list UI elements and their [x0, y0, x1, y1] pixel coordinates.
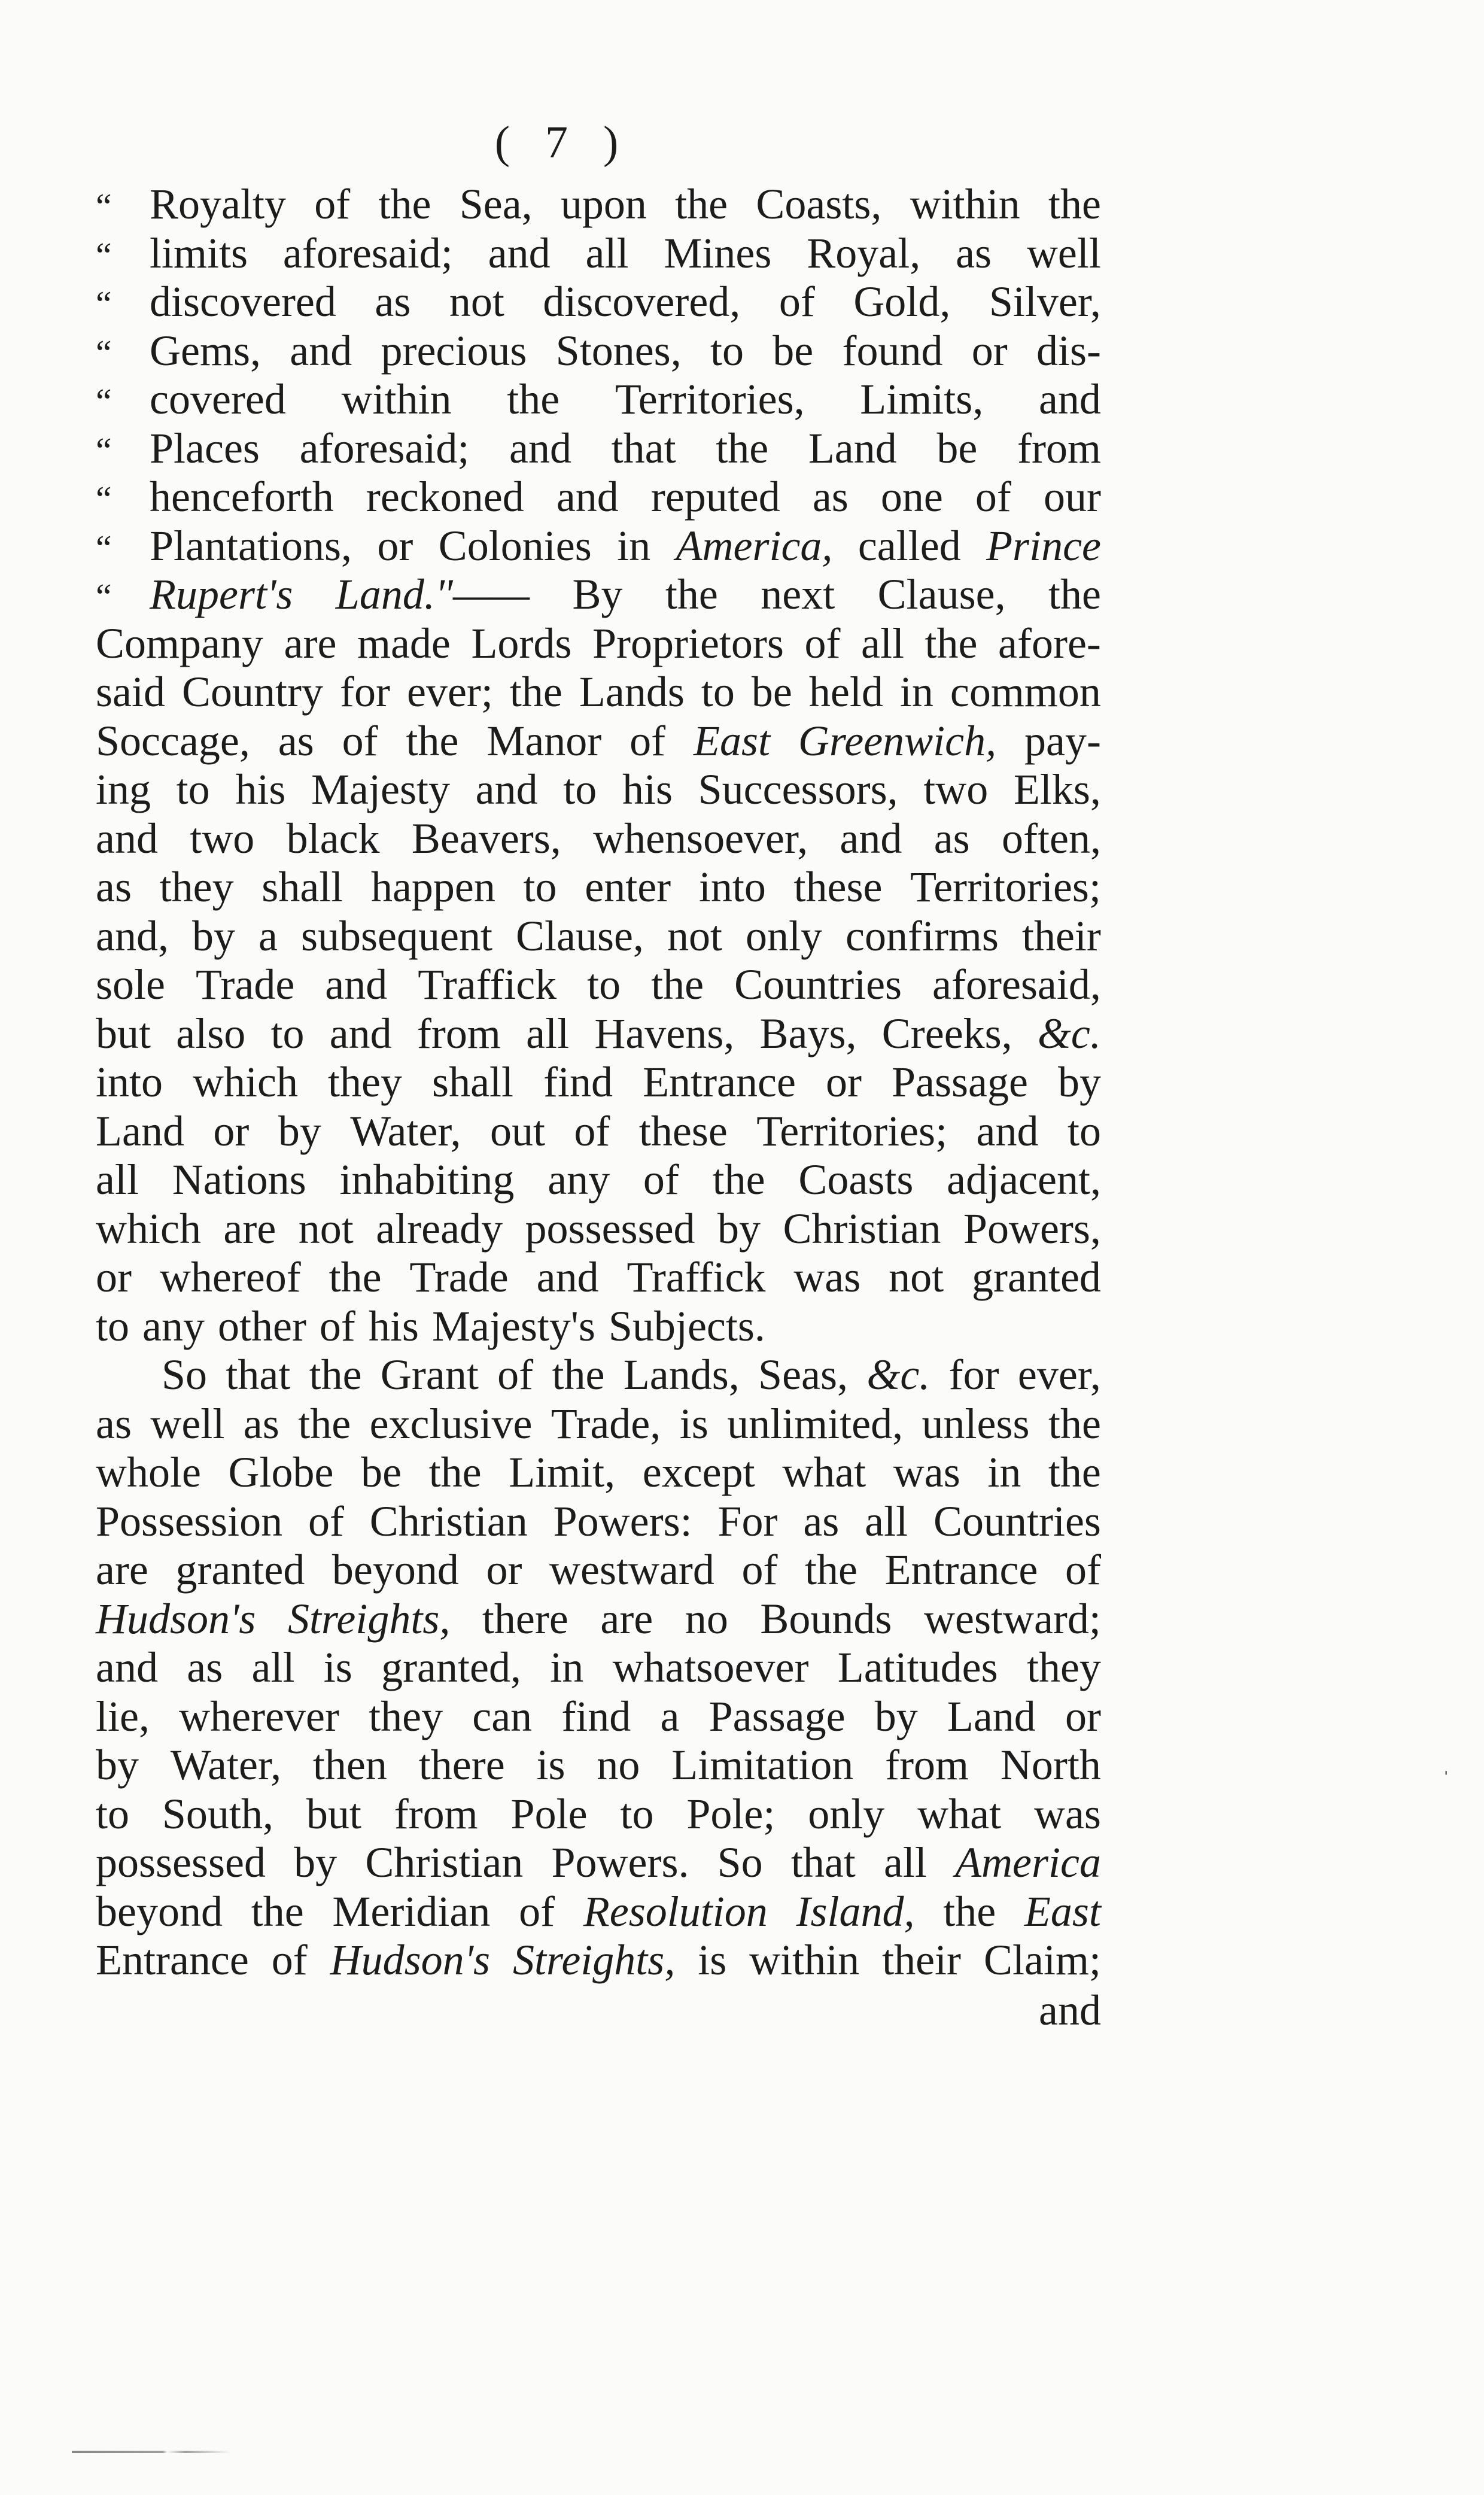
text-line [96, 570, 1101, 619]
text-line [96, 1009, 1101, 1058]
line-text: which are not already possessed by Christian Powers, [96, 1204, 1101, 1253]
line-text: beyond the Meridian of Resolution Island, the East [96, 1887, 1101, 1935]
text-line [96, 229, 1101, 278]
line-text: all Nations inhabiting any of the Coasts adjacent, [96, 1156, 1101, 1204]
text-line [96, 1887, 1101, 1936]
line-text: limits aforesaid; and all Mines Royal, as well [150, 229, 1101, 277]
text-line [96, 1838, 1101, 1887]
text-line [96, 960, 1101, 1009]
catchword [96, 1986, 1101, 2035]
line-text: Plantations, or Colonies in America, called Prince [150, 521, 1101, 570]
text-line [96, 1545, 1101, 1594]
text-line [96, 1253, 1101, 1302]
text-line [96, 1497, 1101, 1546]
line-text: Rupert's Land."—— By the next Clause, the [150, 570, 1101, 618]
text-line [96, 1594, 1101, 1643]
page-number: ( 7 ) [494, 117, 631, 168]
line-text: Royalty of the Sea, upon the Coasts, within the [150, 180, 1101, 228]
text-line [96, 1399, 1101, 1448]
line-text: are granted beyond or westward of the Entrance of [96, 1546, 1101, 1594]
text-line [96, 375, 1101, 424]
text-line [96, 1692, 1101, 1741]
line-text: sole Trade and Traffick to the Countries aforesaid, [96, 961, 1101, 1008]
body-text [96, 180, 1101, 1985]
text-line [96, 716, 1101, 765]
text-line [96, 1789, 1101, 1838]
line-text: as they shall happen to enter into these Territories; [96, 863, 1101, 911]
catchword-text: and [1039, 1986, 1101, 2034]
text-line [96, 1155, 1101, 1204]
line-text: ing to his Majesty and to his Successors, two Elks, [96, 765, 1101, 813]
line-text: Hudson's Streights, there are no Bounds westward; [96, 1594, 1101, 1643]
line-text: as well as the exclusive Trade, is unlimited, unless the [96, 1399, 1101, 1448]
line-text: or whereof the Trade and Traffick was not granted [96, 1253, 1101, 1301]
line-text: said Country for ever; the Lands to be held in common [96, 668, 1101, 716]
quote-mark: “ [96, 577, 112, 616]
text-line [96, 765, 1101, 814]
quote-mark: “ [96, 479, 112, 519]
quote-mark: “ [96, 430, 112, 470]
line-text: Possession of Christian Powers: For as all Countries [96, 1497, 1101, 1545]
line-text: Company are made Lords Proprietors of all the afore- [96, 619, 1101, 667]
quote-mark: “ [96, 333, 112, 373]
line-text: and, by a subsequent Clause, not only confirms their [96, 911, 1101, 960]
text-line [96, 1643, 1101, 1692]
line-text: possessed by Christian Powers. So that all America [96, 1838, 1101, 1886]
line-text: Entrance of Hudson's Streights, is within their Claim; [96, 1936, 1101, 1984]
text-line [96, 472, 1101, 521]
line-text: Gems, and precious Stones, to be found or dis- [150, 326, 1101, 375]
line-text: Places aforesaid; and that the Land be from [150, 424, 1101, 472]
text-line [96, 667, 1101, 716]
text-line [96, 1302, 1101, 1351]
text-line [96, 1057, 1101, 1107]
text-line [96, 1204, 1101, 1253]
line-text: into which they shall find Entrance or Passage by [96, 1058, 1101, 1106]
line-text: to South, but from Pole to Pole; only what was [96, 1789, 1101, 1838]
text-line [96, 1935, 1101, 1985]
text-line [96, 277, 1101, 326]
quote-mark: “ [96, 235, 112, 275]
text-line [96, 862, 1101, 911]
line-text: henceforth reckoned and reputed as one of our [150, 473, 1101, 521]
line-text: lie, wherever they can find a Passage by Land or [96, 1692, 1101, 1740]
quote-mark: “ [96, 528, 112, 568]
line-text: So that the Grant of the Lands, Seas, &c. for ever, [162, 1351, 1101, 1399]
line-text: whole Globe be the Limit, except what was in the [96, 1448, 1101, 1496]
page-edge-mark [72, 2451, 299, 2453]
text-line [96, 326, 1101, 375]
line-text: to any other of his Majesty's Subjects. [96, 1302, 765, 1350]
quote-mark: “ [96, 284, 112, 324]
text-line [96, 1350, 1101, 1399]
line-text: and as all is granted, in whatsoever Latitudes they [96, 1643, 1101, 1691]
text-line [96, 619, 1101, 668]
text-line [96, 521, 1101, 570]
text-line [96, 180, 1101, 229]
line-text: covered within the Territories, Limits, and [150, 375, 1101, 423]
line-text: discovered as not discovered, of Gold, Silver, [150, 278, 1101, 326]
text-line [96, 1448, 1101, 1497]
text-line [96, 814, 1101, 863]
line-text: Land or by Water, out of these Territories; and to [96, 1107, 1101, 1155]
text-line [96, 424, 1101, 473]
line-text: and two black Beavers, whensoever, and as often, [96, 814, 1101, 862]
margin-mark: ˌ [1442, 1748, 1450, 1775]
text-line [96, 1740, 1101, 1789]
line-text: Soccage, as of the Manor of East Greenwich, pay- [96, 716, 1101, 765]
line-text: by Water, then there is no Limitation from North [96, 1741, 1101, 1789]
text-line [96, 911, 1101, 961]
text-line [96, 1107, 1101, 1156]
quote-mark: “ [96, 382, 112, 421]
quote-mark: “ [96, 187, 112, 226]
line-text: but also to and from all Havens, Bays, Creeks, &c. [96, 1009, 1101, 1057]
